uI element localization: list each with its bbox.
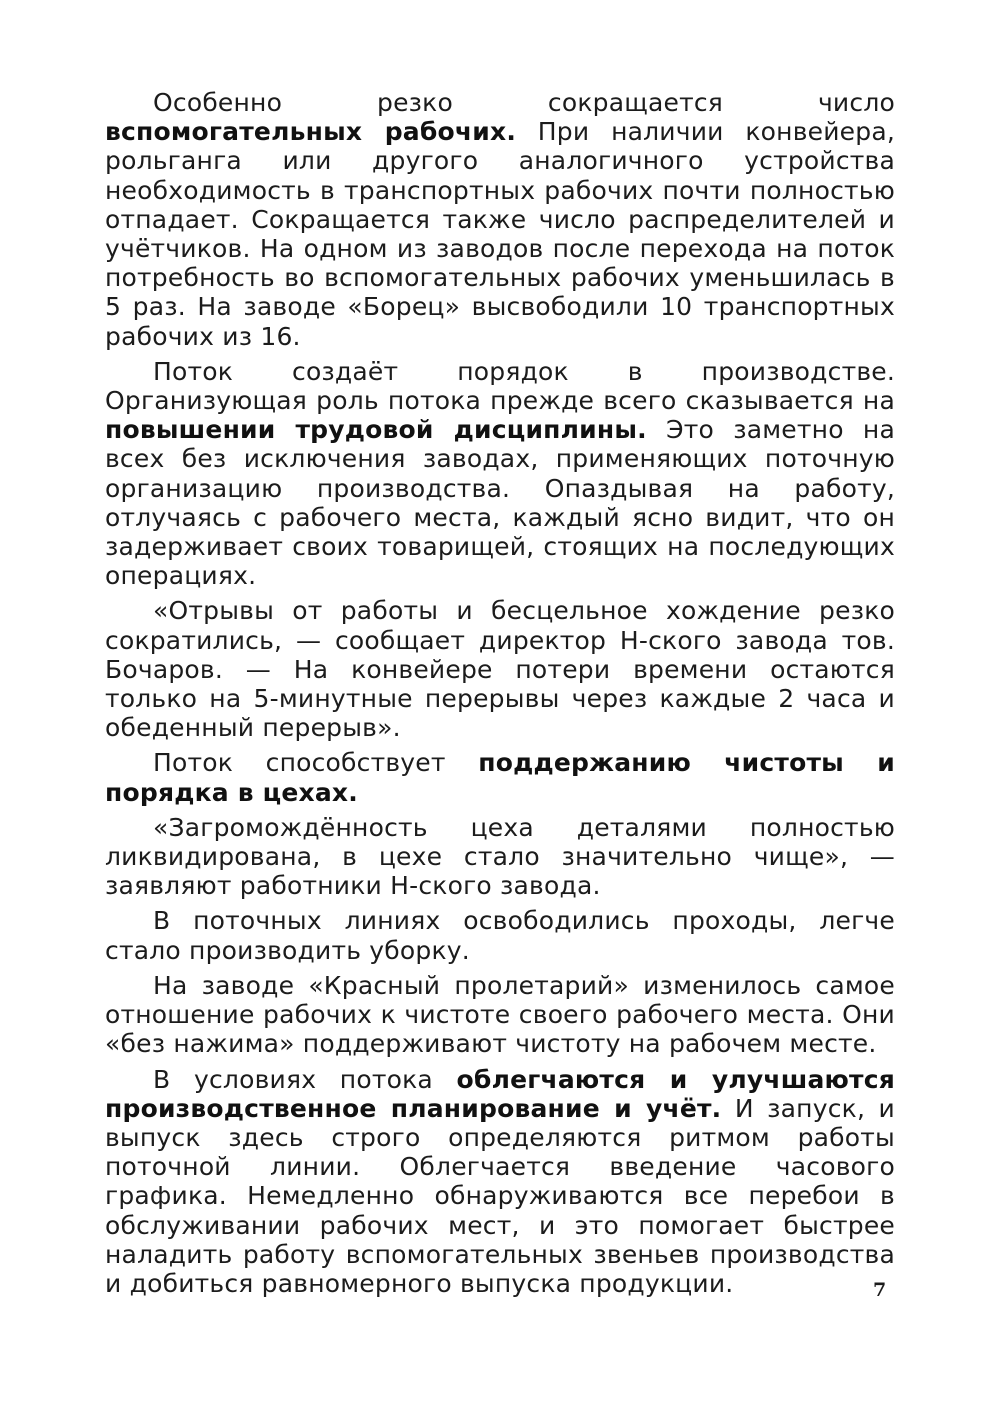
- paragraph-auxiliary-workers: [105, 88, 895, 351]
- emphasis-text: повышении трудовой дисциплины.: [105, 415, 647, 445]
- paragraph-text: Поток способствует: [153, 748, 479, 778]
- paragraph-cleanliness: [105, 748, 895, 806]
- paragraph-text: При наличии конвейера, рольганга или другого аналогичного устройства необходимость в транспортных рабочих почти полностью отпадает. Сокращается также число распределителей и учётчиков. На одном из заводов после перехода на поток потребность во вспомогательных рабочих уменьшилась в 5 раз. На заводе «Борец» высвободили 10 транспортных рабочих из 16.: [105, 117, 896, 351]
- paragraph-text: «Отрывы от работы и бесцельное хождение резко сократились, — сообщает директор Н-ского завода тов. Бочаров. — На конвейере потери времени остаются только на 5-минутные перерывы через каждые 2 часа и обеденный перерыв».: [105, 596, 895, 743]
- emphasis-text: вспомогательных рабочих.: [105, 117, 517, 147]
- paragraph-labor-discipline: [105, 357, 895, 591]
- paragraph-krasny-proletariy: [105, 971, 895, 1059]
- paragraph-text: Особенно резко сокращается число: [153, 88, 895, 117]
- emphasis-text: поддержанию чистоты и порядка в цехах.: [105, 748, 895, 807]
- paragraph-workers-quote: [105, 813, 895, 901]
- paragraph-text: В условиях потока: [153, 1064, 457, 1094]
- page-number: 7: [873, 1279, 887, 1301]
- paragraph-text: В поточных линиях освободились проходы, легче стало производить уборку.: [105, 906, 895, 965]
- paragraph-text: Это заметно на всех без исключения заводах, применяющих поточную организацию производства. Опаздывая на работу, отлучаясь с рабочего места, каждый ясно видит, что он задерживает своих товарищей, стоящих на последующих операциях.: [105, 415, 895, 591]
- paragraph-text: И запуск, и выпуск здесь строго определяются ритмом работы поточной линии. Облегчается введение часового графика. Немедленно обнаруживаются все перебои в обслуживании рабочих мест, и это помогает быстрее наладить работу вспомогательных звеньев производства и добиться равномерного выпуска продукции.: [105, 1093, 895, 1298]
- paragraph-text: Поток создаёт порядок в производстве. Организующая роль потока прежде всего сказывается на: [105, 356, 895, 416]
- paragraph-planning: [105, 1065, 895, 1299]
- paragraph-passages: [105, 906, 895, 964]
- paragraph-text: «Загромождённость цеха деталями полностью ликвидирована, в цехе стало значительно чище», — заявляют работники Н-ского завода.: [105, 812, 895, 901]
- paragraph-director-quote: [105, 596, 895, 742]
- paragraph-text: На заводе «Красный пролетарий» изменилось самое отношение рабочих к чистоте своего рабочего места. Они «без нажима» поддерживают чистоту на рабочем месте.: [105, 970, 895, 1059]
- emphasis-text: облегчаются и улучшаются производственное планирование и учёт.: [105, 1064, 895, 1123]
- page-body: [105, 88, 895, 1304]
